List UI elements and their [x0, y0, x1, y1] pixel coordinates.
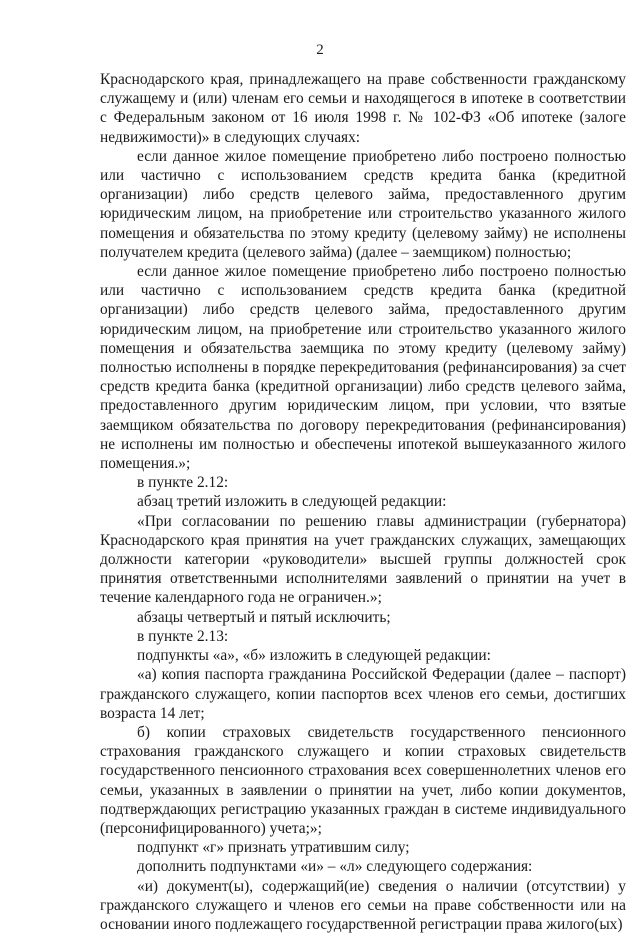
paragraph: абзацы четвертый и пятый исключить; — [137, 608, 391, 626]
paragraph: в пункте 2.13: — [137, 627, 229, 645]
paragraph: абзац третий изложить в следующей редакции: — [137, 493, 447, 511]
paragraph: подпункты «а», «б» изложить в следующей редакции: — [137, 647, 491, 665]
paragraph: Краснодарского края, принадлежащего на праве собственности гражданскому служащему и (или) членам его семьи и находящегося в ипотеке в соответствии с Федеральным законом от 16 июля 1998 г. № 102-ФЗ «Об ипотеке (залоге недвижимости)» в следующих случаях: — [100, 71, 626, 146]
paragraph: если данное жилое помещение приобретено либо построено полностью или частично с использованием средств кредита банка (кредитной организации) либо средств целевого займа, предоставленного другим юридическим лицом, на приобретение или строительство указанного жилого помещения и обязательства по этому кредиту (целевому займу) не исполнены получателем кредита (целевого займа) (далее – заемщиком) полностью; — [100, 147, 626, 261]
paragraph: «и) документ(ы), содержащий(ие) сведения о наличии (отсутствии) у гражданского служащего и членов его семьи на праве собственности или на основании иного подлежащего государственной регистрации права жилого(ых) — [100, 877, 626, 933]
paragraph: в пункте 2.12: — [137, 474, 229, 492]
paragraph: если данное жилое помещение приобретено либо построено полностью или частично с использованием средств кредита банка (кредитной организации) либо средств целевого займа, предоставленного другим юридическим лицом, на приобретение или строительство указанного жилого помещения и обязательства заемщика по этому кредиту (целевому займу) полностью исполнены в порядке перекредитования (рефинансирования) за счет средств кредита банка (кредитной организации) либо средств целевого займа, предоставленного другим юридическим лицом, при условии, что взятые заемщиком обязательства по договору перекредитования (рефинансирования) не исполнены им полностью и обеспечены ипотекой вышеуказанного жилого помещения.»; — [100, 263, 626, 473]
paragraph: «а) копия паспорта гражданина Российской Федерации (далее – паспорт) гражданского служащего, копии паспортов всех членов его семьи, достигших возраста 14 лет; — [100, 666, 626, 722]
paragraph: подпункт «г» признать утратившим силу; — [137, 839, 410, 857]
page-number: 2 — [316, 42, 324, 58]
paragraph: «При согласовании по решению главы администрации (губернатора) Краснодарского края принятия на учет гражданских служащих, замещающих должности категории «руководители» высшей группы должностей срок принятия ответственными исполнителями заявлений о принятии на учет в течение календарного года не ограничен.»; — [100, 512, 626, 607]
paragraph: б) копии страховых свидетельств государственного пенсионного страхования гражданского служащего и копии страховых свидетельств государственного пенсионного страхования всех совершеннолетних членов его семьи, указанных в заявлении о принятии на учет, либо копии документов, подтверждающих регистрацию указанных граждан в системе индивидуального (персонифицированного) учета;»; — [100, 723, 626, 837]
paragraph: дополнить подпунктами «и» – «л» следующего содержания: — [137, 858, 533, 876]
document-body — [100, 70, 626, 934]
